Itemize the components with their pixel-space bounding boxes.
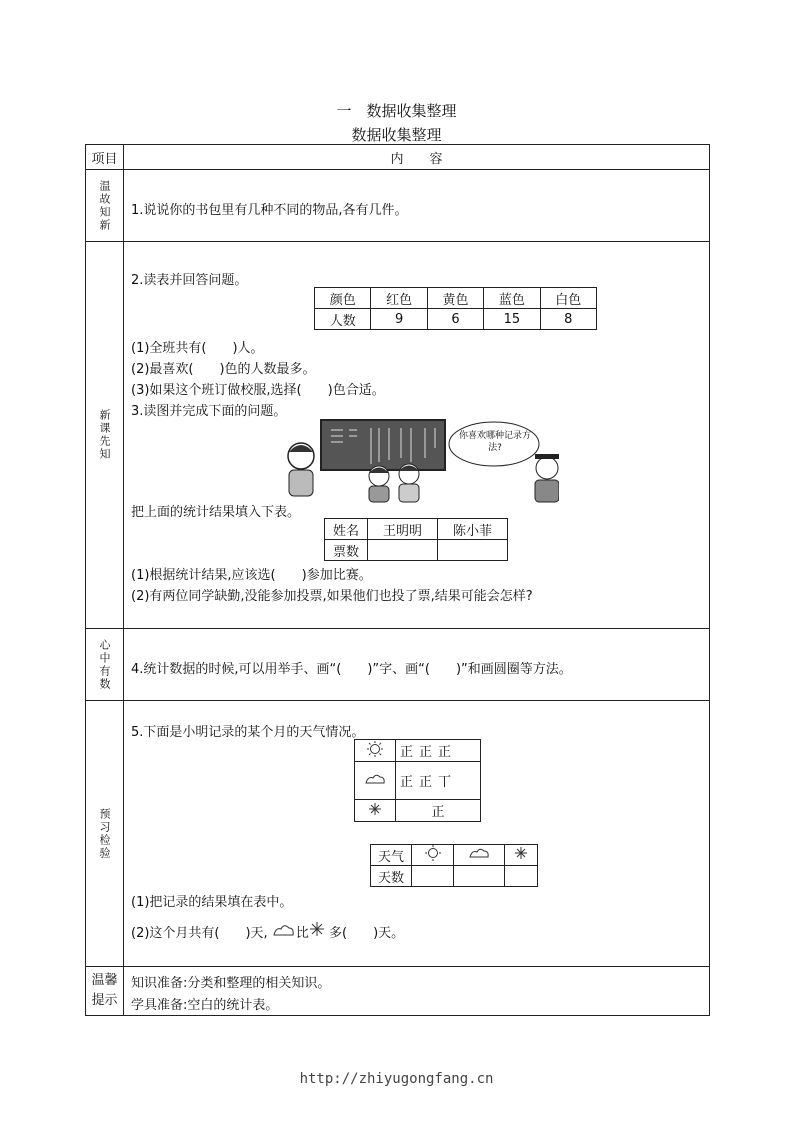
question-3: 3.读图并完成下面的问题。 <box>131 404 287 419</box>
days-blank[interactable] <box>504 866 537 887</box>
vote-blank[interactable] <box>368 540 438 561</box>
question-5-2: (2)这个月共有( )天, 比 多( )天。 <box>131 921 404 941</box>
section-label-preview: 新课先知 <box>86 242 124 629</box>
section-preview <box>124 242 710 629</box>
vote-header: 姓名 <box>325 519 368 540</box>
count-label: 人数 <box>315 309 371 330</box>
footer-url: http://zhiyugongfang.cn <box>299 1071 494 1087</box>
section-mind <box>124 629 710 701</box>
document-title: 一 数据收集整理 <box>336 102 457 120</box>
section-label-review: 温故知新 <box>86 170 124 242</box>
blackboard <box>321 420 445 470</box>
section-label-mind: 心中有数 <box>86 629 124 701</box>
vote-table <box>324 518 508 561</box>
question-2-2: (2)最喜欢( )色的人数最多。 <box>131 362 316 377</box>
color-header: 黄色 <box>427 288 483 309</box>
section-review <box>124 170 710 242</box>
tally-cloudy: 正正丅 <box>396 762 481 800</box>
question-3-2: (2)有两位同学缺勤,没能参加投票,如果他们也投了票,结果可能会怎样? <box>131 589 533 604</box>
days-blank[interactable] <box>454 866 505 887</box>
speech-text: 你喜欢哪种记录方法? <box>458 431 531 453</box>
days-label: 天数 <box>371 866 412 887</box>
cloudy-icon <box>272 923 296 937</box>
tip-knowledge: 知识准备:分类和整理的相关知识。 <box>131 976 331 991</box>
tally-sunny: 正正正 <box>396 740 481 762</box>
section-label-check: 预习检验 <box>86 701 124 967</box>
days-blank[interactable] <box>412 866 454 887</box>
count-value: 9 <box>371 309 427 330</box>
color-header: 白色 <box>540 288 596 309</box>
document-subtitle: 数据收集整理 <box>351 126 442 144</box>
color-header: 颜色 <box>315 288 371 309</box>
weather-table <box>370 844 538 887</box>
question-2: 2.读表并回答问题。 <box>131 273 248 288</box>
voting-illustration <box>279 418 559 504</box>
question-5: 5.下面是小明记录的某个月的天气情况。 <box>131 725 365 740</box>
child-middle <box>369 466 389 502</box>
snowy-icon <box>355 800 396 822</box>
question-1: 1.说说你的书包里有几种不同的物品,各有几件。 <box>131 203 408 218</box>
vote-blank[interactable] <box>438 540 508 561</box>
cloudy-icon <box>355 762 396 800</box>
section-label-tips: 温馨提示 <box>86 967 124 1016</box>
question-2-1: (1)全班共有( )人。 <box>131 341 264 356</box>
snowy-icon <box>504 845 537 866</box>
header-content: 内 容 <box>124 145 710 170</box>
count-value: 6 <box>427 309 483 330</box>
worksheet-table <box>85 144 710 1016</box>
child-right <box>399 464 419 502</box>
snowy-icon <box>309 921 325 937</box>
tally-snowy: 正 <box>396 800 481 822</box>
count-value: 8 <box>540 309 596 330</box>
vote-row-label: 票数 <box>325 540 368 561</box>
section-check <box>124 701 710 967</box>
header-item: 项目 <box>86 145 124 170</box>
tip-tools: 学具准备:空白的统计表。 <box>131 998 279 1013</box>
color-header: 红色 <box>371 288 427 309</box>
question-5-1: (1)把记录的结果填在表中。 <box>131 895 293 910</box>
question-4: 4.统计数据的时候,可以用举手、画“( )”字、画“( )”和画圆圈等方法。 <box>131 662 572 677</box>
sunny-icon <box>412 845 454 866</box>
vote-header: 陈小菲 <box>438 519 508 540</box>
teacher <box>535 454 559 502</box>
vote-header: 王明明 <box>368 519 438 540</box>
fill-instruction: 把上面的统计结果填入下表。 <box>131 505 301 520</box>
question-3-1: (1)根据统计结果,应该选( )参加比赛。 <box>131 568 372 583</box>
cloudy-icon <box>454 845 505 866</box>
color-header: 蓝色 <box>484 288 540 309</box>
sunny-icon <box>355 740 396 762</box>
count-value: 15 <box>484 309 540 330</box>
question-2-3: (3)如果这个班订做校服,选择( )色合适。 <box>131 383 385 398</box>
color-table <box>314 287 597 330</box>
boy-left <box>288 443 314 496</box>
section-tips <box>124 967 710 1016</box>
weather-label: 天气 <box>371 845 412 866</box>
tally-table <box>354 739 481 822</box>
